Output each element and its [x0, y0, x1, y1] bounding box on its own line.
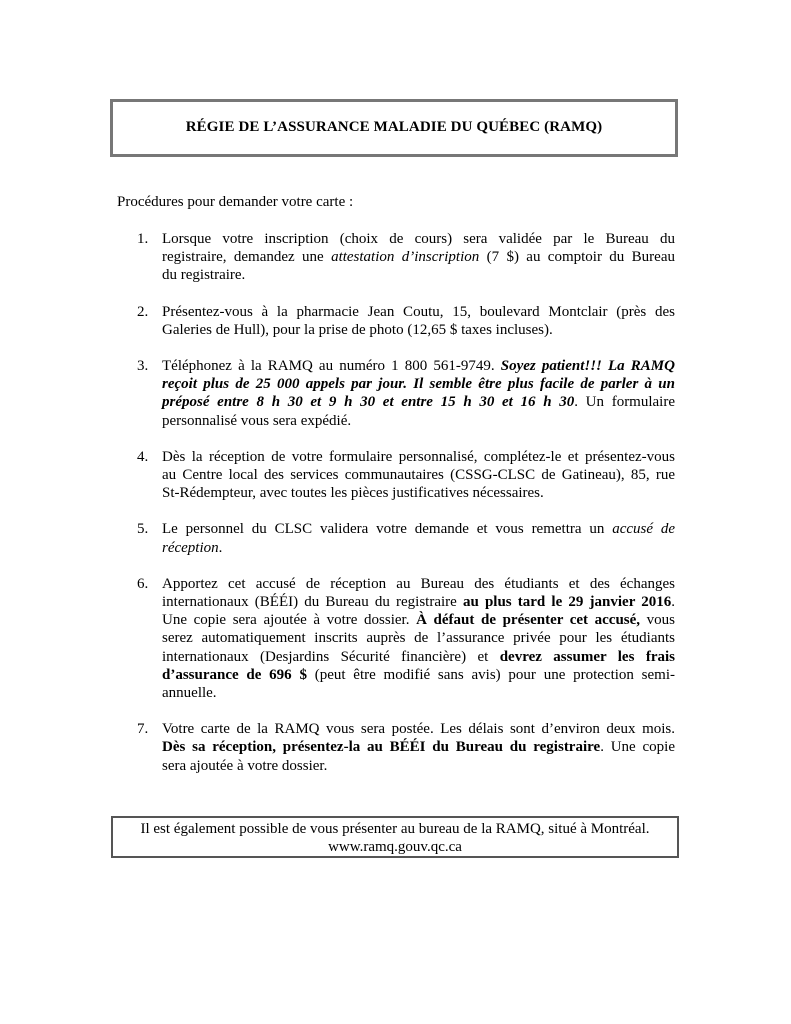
step-3	[117, 357, 675, 430]
step-line: sera ajoutée à votre dossier.	[162, 757, 328, 774]
step-number: 7.	[137, 721, 149, 738]
step-number: 6.	[137, 575, 149, 592]
step-line: Votre carte de la RAMQ vous sera postée. Les délais sont d’environ deux mois.	[162, 721, 675, 738]
step-number: 1.	[137, 231, 149, 247]
step-2	[117, 303, 675, 339]
step-number: 5.	[137, 521, 149, 538]
emphasis-text: À défaut de présenter cet accusé,	[416, 612, 641, 629]
intro-text: Procédures pour demander votre carte :	[117, 194, 354, 210]
step-line: Une copie sera ajoutée à votre dossier. À défaut de présenter cet accusé, vous	[162, 612, 676, 629]
step-line: Galeries de Hull), pour la prise de photo (12,65 $ taxes incluses).	[162, 321, 553, 338]
step-line: internationaux (BÉÉI) du Bureau du registraire au plus tard le 29 janvier 2016.	[162, 594, 675, 611]
emphasis-text: au plus tard le 29 janvier 2016	[462, 594, 672, 611]
step-line: préposé entre 8 h 30 et 9 h 30 et entre 15 h 30 et 16 h 30. Un formulaire	[162, 394, 675, 411]
step-line: d’assurance de 696 $ (peut être modifié sans avis) pour une protection semi-	[162, 666, 675, 683]
step-1	[117, 230, 675, 285]
emphasis-text: préposé entre 8 h 30 et 9 h 30 et entre 15 h 30 et 16 h 30	[162, 394, 575, 411]
step-line: registraire, demandez une attestation d’inscription (7 $) au comptoir du Bureau	[162, 249, 675, 266]
emphasis-text: devrez assumer les frais	[499, 648, 675, 665]
emphasis-text: Dès sa réception, présentez-la au BÉÉI du Bureau du registraire	[162, 739, 601, 756]
footer-note-box	[111, 816, 679, 858]
emphasis-text: reçoit plus de 25 000 appels par jour. Il semble être plus facile de parler à un	[162, 376, 675, 393]
step-line: Présentez-vous à la pharmacie Jean Coutu, 15, boulevard Montclair (près des	[162, 303, 675, 320]
step-line: serez automatiquement inscrits auprès de l’assurance privée pour les étudiants	[162, 630, 675, 647]
emphasis-text: attestation d’inscription	[331, 249, 480, 266]
footer-note-text: Il est également possible de vous présenter au bureau de la RAMQ, situé à Montréal.	[140, 821, 650, 837]
emphasis-text: accusé de	[612, 521, 676, 538]
emphasis-text: Soyez patient!!! La RAMQ	[500, 358, 675, 375]
step-number: 3.	[137, 358, 149, 375]
step-line: Téléphonez à la RAMQ au numéro 1 800 561-9749. Soyez patient!!! La RAMQ	[162, 358, 675, 375]
step-line: Apportez cet accusé de réception au Bureau des étudiants et des échanges	[162, 575, 675, 592]
step-line: réception.	[162, 539, 223, 556]
step-6	[117, 575, 675, 702]
emphasis-text: réception	[162, 539, 219, 556]
page-title: RÉGIE DE L’ASSURANCE MALADIE DU QUÉBEC (RAMQ)	[185, 118, 603, 135]
step-line: Dès la réception de votre formulaire personnalisé, complétez-le et présentez-vous	[162, 448, 675, 465]
step-5	[117, 520, 675, 556]
step-line: St-Rédempteur, avec toutes les pièces justificatives nécessaires.	[162, 485, 544, 502]
step-line: annuelle.	[162, 685, 217, 702]
step-line: du registraire.	[162, 267, 246, 284]
step-line	[162, 375, 675, 393]
step-7	[117, 720, 675, 775]
step-number: 4.	[137, 448, 149, 465]
step-4	[117, 448, 675, 503]
title-box	[110, 99, 678, 157]
ramq-website-link[interactable]: www.ramq.gouv.qc.ca	[328, 839, 462, 855]
step-line: Lorsque votre inscription (choix de cours) sera validée par le Bureau du	[162, 231, 675, 247]
step-line: au Centre local des services communautaires (CSSG-CLSC de Gatineau), 85, rue	[162, 467, 675, 484]
step-line: personnalisé vous sera expédié.	[162, 412, 352, 429]
emphasis-text: d’assurance de 696 $	[162, 666, 307, 683]
procedure-list	[117, 230, 675, 793]
step-number: 2.	[137, 303, 149, 320]
step-line: Le personnel du CLSC validera votre demande et vous remettra un accusé de	[162, 521, 676, 538]
step-line: Dès sa réception, présentez-la au BÉÉI du Bureau du registraire. Une copie	[162, 739, 675, 756]
step-line: internationaux (Desjardins Sécurité financière) et devrez assumer les frais	[162, 648, 675, 665]
